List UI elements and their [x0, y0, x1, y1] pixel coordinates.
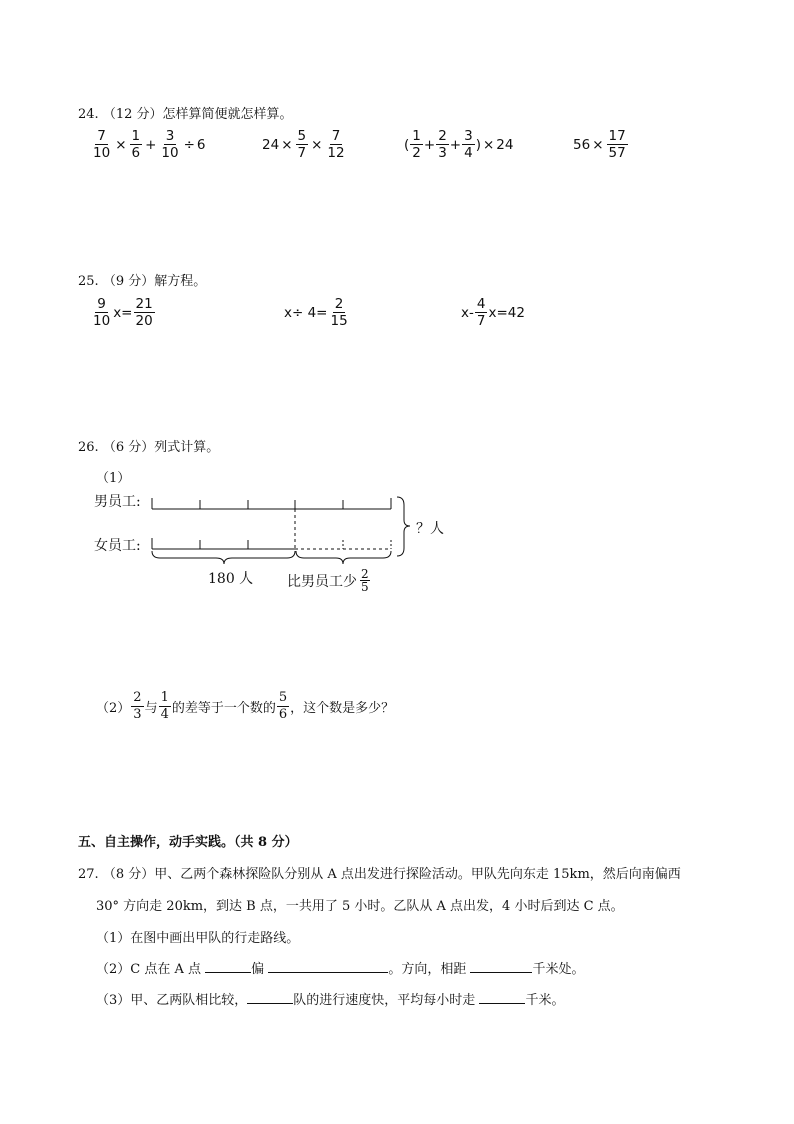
fraction: $\frac{2}{3}$	[133, 690, 142, 722]
q26-part1-label: （1）	[96, 471, 131, 486]
equation-text: x-	[461, 304, 474, 321]
bottom-brace-less	[296, 551, 391, 564]
equation-text: x=	[113, 304, 133, 321]
fraction: $\frac{1}{2}$	[412, 128, 421, 162]
q24-instruction: 怎样算简便就怎样算。	[162, 107, 293, 122]
operator: ÷	[183, 136, 195, 153]
text: （2）C 点在 A 点	[96, 962, 202, 977]
fraction: $\frac{7}{12}$	[327, 128, 345, 162]
male-employee-label: 男员工:	[94, 494, 141, 510]
text: 千米处。	[532, 962, 585, 977]
operator: ×	[482, 136, 495, 153]
q25-number: 25.	[78, 274, 99, 289]
text: 。方向，相距	[388, 962, 467, 977]
q27-sub-3	[96, 989, 564, 1008]
q27-score: （8 分）	[102, 867, 155, 882]
operator: ×	[115, 136, 127, 153]
q27-number: 27.	[78, 867, 99, 882]
q27-line-1	[78, 863, 681, 882]
text: 与	[144, 700, 158, 716]
fraction: $\frac{2}{3}$	[438, 128, 447, 162]
text: （3）甲、乙两队相比较，	[96, 993, 248, 1008]
fraction: $\frac{1}{4}$	[160, 690, 169, 722]
text: 队的进行速度快，平均每小时走	[293, 993, 476, 1008]
q26-score: （6 分）	[102, 440, 155, 455]
answer-blank[interactable]	[479, 1002, 525, 1004]
q27-sub-2	[96, 958, 584, 977]
equation-text: x÷ 4=	[284, 304, 328, 321]
fraction: $\frac{7}{10}$	[93, 128, 111, 162]
q25-score: （9 分）	[102, 274, 155, 289]
operator: +	[145, 136, 157, 153]
total-people-label: ？人	[416, 521, 444, 537]
operator: +	[449, 136, 462, 153]
answer-blank[interactable]	[247, 1002, 293, 1004]
q27-sub-1: （1）在图中画出甲队的行走路线。	[96, 931, 300, 946]
text: ，这个数是多少？	[290, 700, 395, 716]
fraction: $\frac{21}{20}$	[135, 296, 153, 330]
operator: +	[423, 136, 436, 153]
right-brace	[397, 497, 410, 556]
q26-instruction: 列式计算。	[154, 440, 220, 455]
less-than-male-label	[287, 568, 370, 593]
q25-instruction: 解方程。	[154, 274, 207, 289]
fraction: $\frac{9}{10}$	[93, 296, 111, 330]
text: 千米。	[525, 993, 565, 1008]
fraction: $\frac{3}{10}$	[161, 128, 179, 162]
fraction: $\frac{1}{6}$	[131, 128, 141, 162]
q26-part2	[96, 691, 394, 721]
fraction: $\frac{2}{15}$	[330, 296, 348, 330]
equation-text: x=42	[488, 304, 525, 321]
operator: ×	[592, 136, 604, 153]
q24-score: （12 分）	[102, 107, 163, 122]
fraction: $\frac{3}{4}$	[464, 128, 473, 162]
q26-number: 26.	[78, 440, 99, 455]
paren: (	[404, 136, 410, 153]
section-5-title: 五、自主操作，动手实践。（共 8 分）	[78, 835, 298, 850]
q27-line-2: 30° 方向走 20km，到达 B 点，一共用了 5 小时。乙队从 A 点出发，4 小时后到达 C 点。	[96, 899, 624, 914]
answer-blank[interactable]	[470, 971, 532, 973]
answer-blank[interactable]	[205, 971, 251, 973]
text: 偏	[251, 962, 265, 977]
fraction: $\frac{17}{57}$	[608, 128, 626, 162]
count-180-label: 180 人	[208, 571, 254, 587]
fraction: $\frac{5}{7}$	[297, 128, 307, 162]
fraction: $\frac{4}{7}$	[476, 296, 486, 330]
number: 56	[573, 136, 591, 153]
bottom-brace-180	[152, 551, 295, 564]
less-text: 比男员工少	[287, 573, 357, 590]
operator: ×	[311, 136, 323, 153]
fraction: 2 5	[361, 567, 369, 594]
female-employee-label: 女员工:	[94, 538, 141, 554]
operator: ×	[281, 136, 293, 153]
paren: )	[475, 136, 481, 153]
number: 6	[196, 136, 206, 153]
text: 的差等于一个数的	[171, 700, 276, 716]
answer-blank[interactable]	[268, 971, 388, 973]
q24-number: 24.	[78, 107, 99, 122]
number: 24	[262, 136, 280, 153]
fraction: $\frac{5}{6}$	[278, 690, 288, 722]
q27-text-1: 甲、乙两个森林探险队分别从 A 点出发进行探险活动。甲队先向东走 15km，然后向南偏西	[154, 867, 681, 882]
part-label: （2）	[96, 700, 131, 716]
number: 24	[496, 136, 514, 153]
